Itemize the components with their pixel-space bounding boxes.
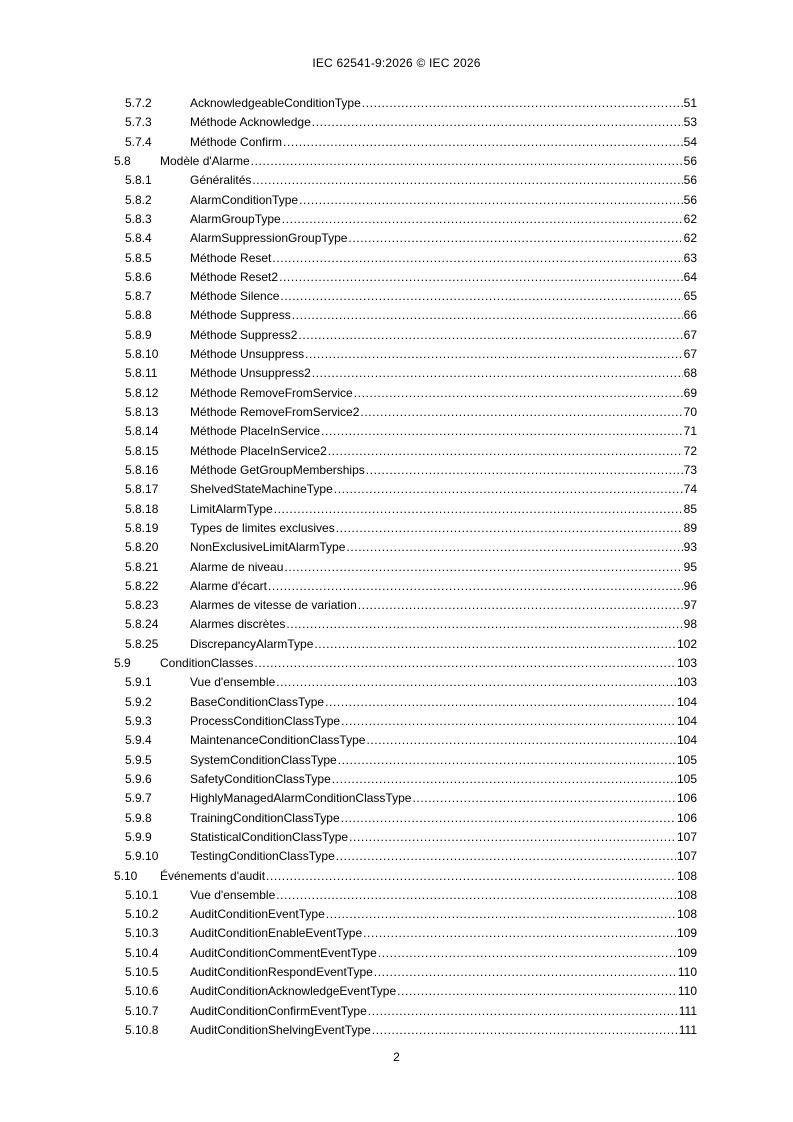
toc-entry-line bbox=[190, 963, 697, 982]
toc-section-number: 5.9 bbox=[114, 656, 131, 671]
toc-section-title: Méthode GetGroupMemberships bbox=[190, 462, 365, 477]
toc-dot-leader bbox=[366, 731, 676, 750]
toc-section-title: NonExclusiveLimitAlarmType bbox=[190, 540, 346, 555]
toc-dot-leader bbox=[279, 268, 683, 287]
toc-entry-line bbox=[190, 384, 697, 403]
toc-section-number: 5.8.13 bbox=[125, 405, 159, 419]
toc-page-number: 67 bbox=[683, 327, 697, 342]
toc-entry[interactable] bbox=[0, 712, 793, 731]
toc-section-number: 5.7.2 bbox=[125, 96, 152, 110]
toc-entry[interactable] bbox=[0, 133, 793, 152]
toc-dot-leader bbox=[412, 789, 676, 808]
toc-section-title: Méthode Reset bbox=[190, 250, 272, 265]
toc-section-number: 5.10.3 bbox=[125, 926, 159, 941]
toc-page-number: 110 bbox=[677, 984, 697, 999]
toc-dot-leader bbox=[299, 191, 683, 210]
toc-section-number: 5.9.9 bbox=[125, 829, 152, 844]
toc-dot-leader bbox=[274, 500, 683, 519]
toc-entry-line bbox=[190, 577, 697, 596]
toc-entry[interactable] bbox=[0, 422, 793, 441]
toc-entry-line bbox=[190, 171, 697, 190]
toc-dot-leader bbox=[254, 654, 676, 673]
toc-section-title: Méthode RemoveFromService bbox=[190, 385, 353, 400]
toc-entry[interactable] bbox=[0, 673, 793, 692]
toc-section-number: 5.8.20 bbox=[125, 540, 159, 555]
toc-section-title: Vue d'ensemble bbox=[190, 887, 276, 902]
toc-dot-leader bbox=[360, 403, 682, 422]
toc-section-title: Méthode Confirm bbox=[190, 134, 283, 149]
toc-page-number: 64 bbox=[683, 269, 697, 284]
toc-section-number: 5.7.3 bbox=[125, 115, 152, 130]
toc-entry[interactable] bbox=[0, 345, 793, 364]
toc-section-number: 5.10.6 bbox=[125, 984, 159, 999]
toc-page-number: 63 bbox=[683, 250, 697, 265]
toc-section-title: Alarmes discrètes bbox=[190, 617, 286, 632]
toc-dot-leader bbox=[268, 577, 683, 596]
toc-entry[interactable] bbox=[0, 905, 793, 924]
toc-dot-leader bbox=[280, 287, 682, 306]
toc-entry[interactable] bbox=[0, 789, 793, 808]
toc-section-number: 5.9.10 bbox=[125, 849, 159, 864]
toc-section-number: 5.10.8 bbox=[125, 1023, 159, 1037]
toc-entry[interactable] bbox=[0, 731, 793, 750]
toc-entry-line bbox=[190, 538, 697, 557]
toc-section-title: Types de limites exclusives bbox=[190, 520, 335, 535]
toc-section-title: Alarme d'écart bbox=[190, 578, 267, 593]
toc-page-number: 67 bbox=[683, 347, 697, 362]
toc-entry[interactable] bbox=[0, 326, 793, 345]
toc-entry[interactable] bbox=[0, 171, 793, 190]
toc-page-number: 69 bbox=[683, 385, 697, 400]
toc-section-number: 5.8.6 bbox=[125, 269, 152, 284]
toc-page-number: 96 bbox=[683, 578, 697, 593]
toc-page-number: 54 bbox=[683, 134, 697, 149]
toc-page-number: 108 bbox=[676, 868, 697, 883]
toc-dot-leader bbox=[312, 113, 683, 132]
toc-page-number: 73 bbox=[683, 462, 697, 477]
toc-section-number: 5.10 bbox=[114, 868, 138, 883]
toc-dot-leader bbox=[332, 770, 676, 789]
toc-section-number: 5.8.23 bbox=[125, 598, 159, 613]
toc-section-number: 5.10.2 bbox=[125, 907, 159, 922]
toc-entry-line bbox=[190, 809, 697, 828]
toc-entry[interactable] bbox=[0, 268, 793, 287]
toc-section-number: 5.8.11 bbox=[125, 366, 158, 381]
toc-section-number: 5.8.10 bbox=[125, 347, 159, 362]
toc-dot-leader bbox=[252, 171, 682, 190]
toc-section-title: Généralités bbox=[190, 173, 252, 188]
toc-entry[interactable] bbox=[0, 944, 793, 963]
toc-page-number: 71 bbox=[683, 424, 697, 439]
toc-section-number: 5.8.17 bbox=[125, 482, 159, 497]
toc-section-title: AuditConditionAcknowledgeEventType bbox=[190, 984, 397, 999]
toc-entry-line bbox=[190, 693, 697, 712]
toc-entry[interactable] bbox=[0, 538, 793, 557]
toc-section-title: AuditConditionShelvingEventType bbox=[190, 1023, 371, 1037]
toc-dot-leader bbox=[321, 422, 683, 441]
toc-entry[interactable] bbox=[0, 847, 793, 866]
toc-dot-leader bbox=[338, 751, 676, 770]
toc-section-title: Méthode PlaceInService bbox=[190, 424, 321, 439]
toc-entry-line bbox=[190, 268, 697, 287]
toc-entry[interactable] bbox=[0, 191, 793, 210]
toc-section-number: 5.9.4 bbox=[125, 733, 152, 748]
table-of-contents bbox=[0, 94, 793, 1040]
toc-entry-line bbox=[160, 152, 697, 171]
toc-page-number: 93 bbox=[683, 540, 697, 555]
toc-dot-leader bbox=[276, 673, 676, 692]
page-header: IEC 62541-9:2026 © IEC 2026 bbox=[312, 56, 481, 70]
toc-section-number: 5.9.2 bbox=[125, 694, 152, 709]
toc-section-title: AuditConditionConfirmEventType bbox=[190, 1003, 367, 1018]
toc-section-title: Modèle d'Alarme bbox=[160, 153, 250, 168]
toc-section-number: 5.8.12 bbox=[125, 385, 159, 400]
toc-dot-leader bbox=[372, 1021, 678, 1040]
toc-entry-line bbox=[190, 113, 697, 132]
toc-section-title: Événements d'audit bbox=[160, 868, 266, 883]
toc-entry[interactable] bbox=[0, 577, 793, 596]
toc-section-title: StatisticalConditionClassType bbox=[190, 829, 349, 844]
toc-dot-leader bbox=[374, 963, 677, 982]
toc-entry-line bbox=[190, 886, 697, 905]
toc-entry-line bbox=[190, 229, 697, 248]
toc-section-number: 5.8.24 bbox=[125, 617, 159, 632]
toc-dot-leader bbox=[341, 712, 676, 731]
toc-entry-line bbox=[190, 345, 697, 364]
toc-page-number: 104 bbox=[676, 694, 697, 709]
toc-entry-line bbox=[190, 500, 697, 519]
toc-section-title: HighlyManagedAlarmConditionClassType bbox=[190, 791, 412, 806]
toc-entry-line bbox=[190, 770, 697, 789]
page-number: 2 bbox=[393, 1050, 400, 1064]
toc-section-title: MaintenanceConditionClassType bbox=[190, 733, 366, 748]
toc-section-title: AlarmGroupType bbox=[190, 211, 281, 226]
toc-entry-line bbox=[190, 673, 697, 692]
toc-entry[interactable] bbox=[0, 828, 793, 847]
toc-entry[interactable] bbox=[0, 809, 793, 828]
toc-dot-leader bbox=[326, 905, 676, 924]
toc-entry-line bbox=[190, 635, 697, 654]
toc-section-title: Méthode Unsuppress2 bbox=[190, 366, 311, 381]
toc-page-number: 85 bbox=[683, 501, 697, 516]
toc-entry[interactable] bbox=[0, 751, 793, 770]
toc-page-number: 109 bbox=[676, 945, 697, 960]
toc-page-number: 56 bbox=[683, 192, 697, 207]
toc-section-number: 5.10.1 bbox=[125, 887, 159, 902]
toc-entry-line bbox=[190, 191, 697, 210]
toc-section-title: DiscrepancyAlarmType bbox=[190, 636, 314, 651]
toc-entry[interactable] bbox=[0, 461, 793, 480]
toc-section-number: 5.8.16 bbox=[125, 462, 159, 477]
toc-entry-line bbox=[190, 519, 697, 538]
toc-section-title: AuditConditionEnableEventType bbox=[190, 926, 363, 941]
toc-entry[interactable] bbox=[0, 886, 793, 905]
toc-section-title: AuditConditionRespondEventType bbox=[190, 965, 373, 980]
toc-entry[interactable] bbox=[0, 480, 793, 499]
toc-entry-line bbox=[190, 442, 697, 461]
toc-dot-leader bbox=[284, 558, 682, 577]
toc-entry-line bbox=[190, 615, 697, 634]
toc-page-number: 56 bbox=[683, 173, 697, 188]
toc-section-number: 5.9.7 bbox=[125, 791, 152, 806]
toc-entry-line bbox=[160, 867, 697, 886]
toc-entry[interactable] bbox=[0, 596, 793, 615]
toc-section-title: LimitAlarmType bbox=[190, 501, 273, 516]
toc-section-title: AcknowledgeableConditionType bbox=[190, 96, 361, 110]
toc-page-number: 104 bbox=[676, 733, 697, 748]
toc-section-number: 5.8.14 bbox=[125, 424, 159, 439]
toc-page-number: 105 bbox=[676, 752, 697, 767]
toc-section-number: 5.10.7 bbox=[125, 1003, 159, 1018]
toc-section-title: Méthode Unsuppress bbox=[190, 347, 305, 362]
toc-entry[interactable] bbox=[0, 654, 793, 673]
toc-page-number: 111 bbox=[678, 1023, 697, 1037]
toc-section-title: Méthode Suppress bbox=[190, 308, 291, 323]
toc-section-number: 5.8.25 bbox=[125, 636, 159, 651]
toc-section-number: 5.8.9 bbox=[125, 327, 152, 342]
toc-entry-line bbox=[190, 287, 697, 306]
toc-page-number: 111 bbox=[678, 1003, 697, 1018]
toc-entry-line bbox=[190, 828, 697, 847]
toc-dot-leader bbox=[362, 94, 683, 113]
toc-section-number: 5.8.19 bbox=[125, 520, 159, 535]
toc-dot-leader bbox=[348, 229, 682, 248]
toc-section-number: 5.8.2 bbox=[125, 192, 152, 207]
toc-entry[interactable] bbox=[0, 519, 793, 538]
toc-page-number: 74 bbox=[683, 482, 697, 497]
toc-entry[interactable] bbox=[0, 1021, 793, 1040]
toc-section-title: Alarmes de vitesse de variation bbox=[190, 598, 357, 613]
toc-dot-leader bbox=[292, 306, 683, 325]
toc-dot-leader bbox=[282, 210, 683, 229]
toc-section-number: 5.9.1 bbox=[125, 675, 152, 690]
toc-page-number: 51 bbox=[683, 96, 697, 110]
toc-section-number: 5.9.8 bbox=[125, 810, 152, 825]
toc-entry[interactable] bbox=[0, 403, 793, 422]
toc-entry-line bbox=[190, 306, 697, 325]
toc-entry[interactable] bbox=[0, 500, 793, 519]
toc-dot-leader bbox=[272, 249, 682, 268]
toc-section-number: 5.8.5 bbox=[125, 250, 152, 265]
toc-page-number: 95 bbox=[683, 559, 697, 574]
toc-page-number: 65 bbox=[683, 289, 697, 304]
toc-dot-leader bbox=[363, 924, 676, 943]
toc-page-number: 107 bbox=[676, 849, 697, 864]
toc-page-number: 97 bbox=[683, 598, 697, 613]
toc-page-number: 62 bbox=[683, 211, 697, 226]
toc-dot-leader bbox=[341, 809, 676, 828]
toc-entry-line bbox=[190, 94, 697, 113]
toc-entry[interactable] bbox=[0, 770, 793, 789]
toc-dot-leader bbox=[358, 596, 683, 615]
toc-entry[interactable] bbox=[0, 635, 793, 654]
toc-entry[interactable] bbox=[0, 693, 793, 712]
toc-section-number: 5.7.4 bbox=[125, 134, 152, 149]
toc-entry-line bbox=[160, 654, 697, 673]
toc-page-number: 68 bbox=[683, 366, 697, 381]
toc-dot-leader bbox=[336, 847, 676, 866]
toc-entry-line bbox=[190, 982, 697, 1001]
toc-page-number: 109 bbox=[676, 926, 697, 941]
toc-entry-line bbox=[190, 1002, 697, 1021]
toc-entry-line bbox=[190, 558, 697, 577]
toc-section-number: 5.8.21 bbox=[125, 559, 159, 574]
toc-entry[interactable] bbox=[0, 442, 793, 461]
toc-section-number: 5.8.7 bbox=[125, 289, 152, 304]
toc-entry[interactable] bbox=[0, 306, 793, 325]
toc-dot-leader bbox=[276, 886, 676, 905]
toc-entry-line bbox=[190, 480, 697, 499]
toc-section-title: Alarme de niveau bbox=[190, 559, 284, 574]
toc-entry[interactable] bbox=[0, 94, 793, 113]
toc-page-number: 102 bbox=[676, 636, 697, 651]
toc-entry-line bbox=[190, 326, 697, 345]
toc-dot-leader bbox=[328, 442, 683, 461]
toc-page-number: 107 bbox=[676, 829, 697, 844]
toc-dot-leader bbox=[397, 982, 677, 1001]
toc-page-number: 56 bbox=[683, 153, 697, 168]
toc-entry[interactable] bbox=[0, 113, 793, 132]
toc-page-number: 103 bbox=[676, 675, 697, 690]
toc-entry-line bbox=[190, 731, 697, 750]
toc-section-title: TrainingConditionClassType bbox=[190, 810, 340, 825]
toc-dot-leader bbox=[305, 345, 683, 364]
toc-page-number: 104 bbox=[676, 714, 697, 728]
toc-entry-line bbox=[190, 364, 697, 383]
toc-entry[interactable] bbox=[0, 924, 793, 943]
toc-section-title: SystemConditionClassType bbox=[190, 752, 337, 767]
toc-page-number: 108 bbox=[676, 907, 697, 922]
toc-page-number: 105 bbox=[676, 771, 697, 786]
toc-section-number: 5.8.22 bbox=[125, 578, 159, 593]
toc-entry[interactable] bbox=[0, 558, 793, 577]
toc-dot-leader bbox=[366, 461, 683, 480]
toc-section-number: 5.8.8 bbox=[125, 308, 152, 323]
toc-entry-line bbox=[190, 847, 697, 866]
toc-section-title: TestingConditionClassType bbox=[190, 849, 335, 864]
toc-dot-leader bbox=[336, 519, 683, 538]
toc-section-number: 5.8.18 bbox=[125, 501, 159, 516]
toc-dot-leader bbox=[346, 538, 682, 557]
toc-dot-leader bbox=[286, 615, 682, 634]
toc-section-title: Méthode Acknowledge bbox=[190, 115, 311, 130]
toc-entry-line bbox=[190, 1021, 697, 1040]
toc-page-number: 66 bbox=[683, 308, 697, 323]
toc-dot-leader bbox=[298, 326, 682, 345]
toc-page-number: 89 bbox=[683, 520, 697, 535]
toc-entry[interactable] bbox=[0, 287, 793, 306]
toc-entry[interactable] bbox=[0, 1002, 793, 1021]
toc-section-number: 5.10.5 bbox=[125, 965, 159, 980]
toc-section-title: Méthode PlaceInService2 bbox=[190, 443, 327, 458]
toc-entry-line bbox=[190, 712, 697, 731]
toc-entry-line bbox=[190, 596, 697, 615]
toc-page-number: 70 bbox=[683, 405, 697, 419]
toc-dot-leader bbox=[334, 480, 683, 499]
toc-page-number: 72 bbox=[683, 443, 697, 458]
toc-section-title: Vue d'ensemble bbox=[190, 675, 276, 690]
toc-entry-line bbox=[190, 905, 697, 924]
toc-entry[interactable] bbox=[0, 384, 793, 403]
toc-section-title: Méthode Reset2 bbox=[190, 269, 279, 284]
toc-page-number: 98 bbox=[683, 617, 697, 632]
toc-section-number: 5.8.4 bbox=[125, 231, 152, 246]
toc-entry-line bbox=[190, 944, 697, 963]
toc-dot-leader bbox=[251, 152, 683, 171]
toc-dot-leader bbox=[368, 1002, 678, 1021]
toc-entry-line bbox=[190, 403, 697, 422]
toc-dot-leader bbox=[378, 944, 676, 963]
toc-section-number: 5.9.6 bbox=[125, 771, 152, 786]
toc-section-title: AlarmConditionType bbox=[190, 192, 299, 207]
toc-page-number: 108 bbox=[676, 887, 697, 902]
toc-section-number: 5.9.3 bbox=[125, 714, 152, 728]
toc-entry-line bbox=[190, 133, 697, 152]
toc-section-title: Méthode RemoveFromService2 bbox=[190, 405, 360, 419]
toc-section-title: ConditionClasses bbox=[160, 656, 254, 671]
toc-page-number: 62 bbox=[683, 231, 697, 246]
toc-page-number: 106 bbox=[676, 791, 697, 806]
toc-entry-line bbox=[190, 422, 697, 441]
toc-entry[interactable] bbox=[0, 982, 793, 1001]
toc-dot-leader bbox=[266, 867, 676, 886]
toc-section-title: AuditConditionEventType bbox=[190, 907, 325, 922]
toc-section-title: SafetyConditionClassType bbox=[190, 771, 331, 786]
toc-entry-line bbox=[190, 249, 697, 268]
toc-section-number: 5.9.5 bbox=[125, 752, 152, 767]
toc-section-title: AlarmSuppressionGroupType bbox=[190, 231, 348, 246]
toc-section-title: ProcessConditionClassType bbox=[190, 714, 341, 728]
toc-entry[interactable] bbox=[0, 249, 793, 268]
toc-section-title: BaseConditionClassType bbox=[190, 694, 325, 709]
toc-section-title: Méthode Suppress2 bbox=[190, 327, 298, 342]
toc-page-number: 106 bbox=[676, 810, 697, 825]
toc-section-number: 5.8.3 bbox=[125, 211, 152, 226]
toc-dot-leader bbox=[325, 693, 676, 712]
toc-section-number: 5.8.1 bbox=[125, 173, 152, 188]
toc-dot-leader bbox=[354, 384, 683, 403]
toc-entry[interactable] bbox=[0, 615, 793, 634]
toc-entry-line bbox=[190, 924, 697, 943]
toc-entry-line bbox=[190, 210, 697, 229]
toc-page-number: 53 bbox=[683, 115, 697, 130]
toc-dot-leader bbox=[349, 828, 676, 847]
toc-section-number: 5.8.15 bbox=[125, 443, 159, 458]
toc-dot-leader bbox=[314, 635, 676, 654]
toc-dot-leader bbox=[283, 133, 683, 152]
toc-entry-line bbox=[190, 751, 697, 770]
toc-page-number: 110 bbox=[677, 965, 697, 980]
toc-entry-line bbox=[190, 789, 697, 808]
toc-entry-line bbox=[190, 461, 697, 480]
toc-section-number: 5.8 bbox=[114, 153, 131, 168]
toc-section-number: 5.10.4 bbox=[125, 945, 159, 960]
toc-dot-leader bbox=[312, 364, 683, 383]
toc-page-number: 103 bbox=[676, 656, 697, 671]
toc-section-title: AuditConditionCommentEventType bbox=[190, 945, 377, 960]
toc-entry[interactable] bbox=[0, 229, 793, 248]
toc-section-title: ShelvedStateMachineType bbox=[190, 482, 333, 497]
toc-entry[interactable] bbox=[0, 152, 793, 171]
toc-entry[interactable] bbox=[0, 210, 793, 229]
toc-entry[interactable] bbox=[0, 364, 793, 383]
toc-entry[interactable] bbox=[0, 867, 793, 886]
toc-section-title: Méthode Silence bbox=[190, 289, 280, 304]
toc-entry[interactable] bbox=[0, 963, 793, 982]
